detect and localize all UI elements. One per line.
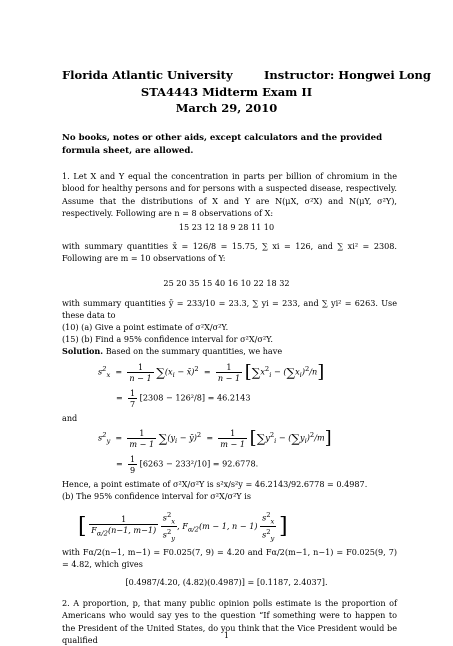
solution-intro: Based on the summary quantities, we have xyxy=(105,346,283,356)
question-2-intro: 2. A proportion, p, that many public opinion polls estimate is the proportion of Americans who would say yes to the question “If something were to happen to the President of the United States, do you think that the Vice President would be qualified xyxy=(62,598,397,645)
sy-equation-line-1: $s^2_y$ = $\frac{1}{m - 1}$ $\sum(y_i$ − ȳ)$^2$ = $\frac{1}{m - 1}$ $[\sum y^2_i - (\sum y_i)^2/m]$ xyxy=(98,427,332,449)
sx-equation-line-2: = $\frac{1}{7}$ [2308 − 126²/8] = 46.2143 xyxy=(116,388,251,409)
ci-result: [0.4987/4.20, (4.82)(0.4987)] = [0.1187, 2.4037]. xyxy=(125,577,328,587)
f-values: with Fα/2(n−1, m−1) = F0.025(7, 9) = 4.20 and Fα/2(m−1, n−1) = F0.025(9, 7) = 4.82, which gives xyxy=(62,547,397,570)
y-observations: 25 20 35 15 40 16 10 22 18 32 xyxy=(163,278,290,288)
x-summary: with summary quantities x̄ = 126/8 = 15.75, ∑ xi = 126, and ∑ xi² = 2308. Following are m = 10 observations of Y: xyxy=(62,241,397,264)
and-word: and xyxy=(62,413,78,423)
solution-label: Solution. xyxy=(62,346,104,356)
ci-intro: (b) The 95% confidence interval for σ²X/σ²Y is xyxy=(62,491,251,501)
exam-rules-notice: No books, notes or other aids, except calculators and the provided formula sheet, are allowed. xyxy=(62,133,383,156)
page-number: 1 xyxy=(223,630,230,640)
sy-equation-line-2: = $\frac{1}{9}$ [6263 − 233²/10] = 92.6778. xyxy=(116,454,259,475)
sx-equation-line-1: $s^2_x$ = $\frac{1}{n - 1}$ $\sum(x_i$ − x̄)$^2$ = $\frac{1}{n - 1}$ $[\sum x^2_i - (\sum x_i)^2/n]$ xyxy=(98,361,325,383)
question-1-part-b: (15) (b) Find a 95% confidence interval for σ²X/σ²Y. xyxy=(62,334,273,344)
exam-title: STA4443 Midterm Exam II xyxy=(140,85,313,99)
y-summary: with summary quantities ȳ = 233/10 = 23.3, ∑ yi = 233, and ∑ yi² = 6263. Use these data to xyxy=(62,298,397,321)
point-estimate-result: Hence, a point estimate of σ²X/σ²Y is s²x/s²y = 46.2143/92.6778 = 0.4987. xyxy=(62,479,368,489)
exam-date: March 29, 2010 xyxy=(175,101,278,115)
instructor-name: Instructor: Hongwei Long xyxy=(264,68,431,82)
question-1-part-a: (10) (a) Give a point estimate of σ²X/σ²Y. xyxy=(62,322,229,332)
question-1-intro: 1. Let X and Y equal the concentration in parts per billion of chromium in the blood for healthy persons and for persons with a suspected disease, respectively. Assume that the distributions of X and Y are N(μX, σ²X) and N(μY, σ²Y), respectively. Following are n = 8 observations of X: xyxy=(62,171,397,218)
university-name: Florida Atlantic University xyxy=(62,68,233,82)
x-observations: 15 23 12 18 9 28 11 10 xyxy=(178,222,275,232)
ci-formula: [ $\frac{1}{F_{\alpha/2}(n-1, m-1)}$ $\frac{s^2_x}{s^2_y}$ , $F_{\alpha/2}(m - 1$, n − 1) $\frac{s^2_x}{s^2_y}$ ] xyxy=(78,511,288,543)
